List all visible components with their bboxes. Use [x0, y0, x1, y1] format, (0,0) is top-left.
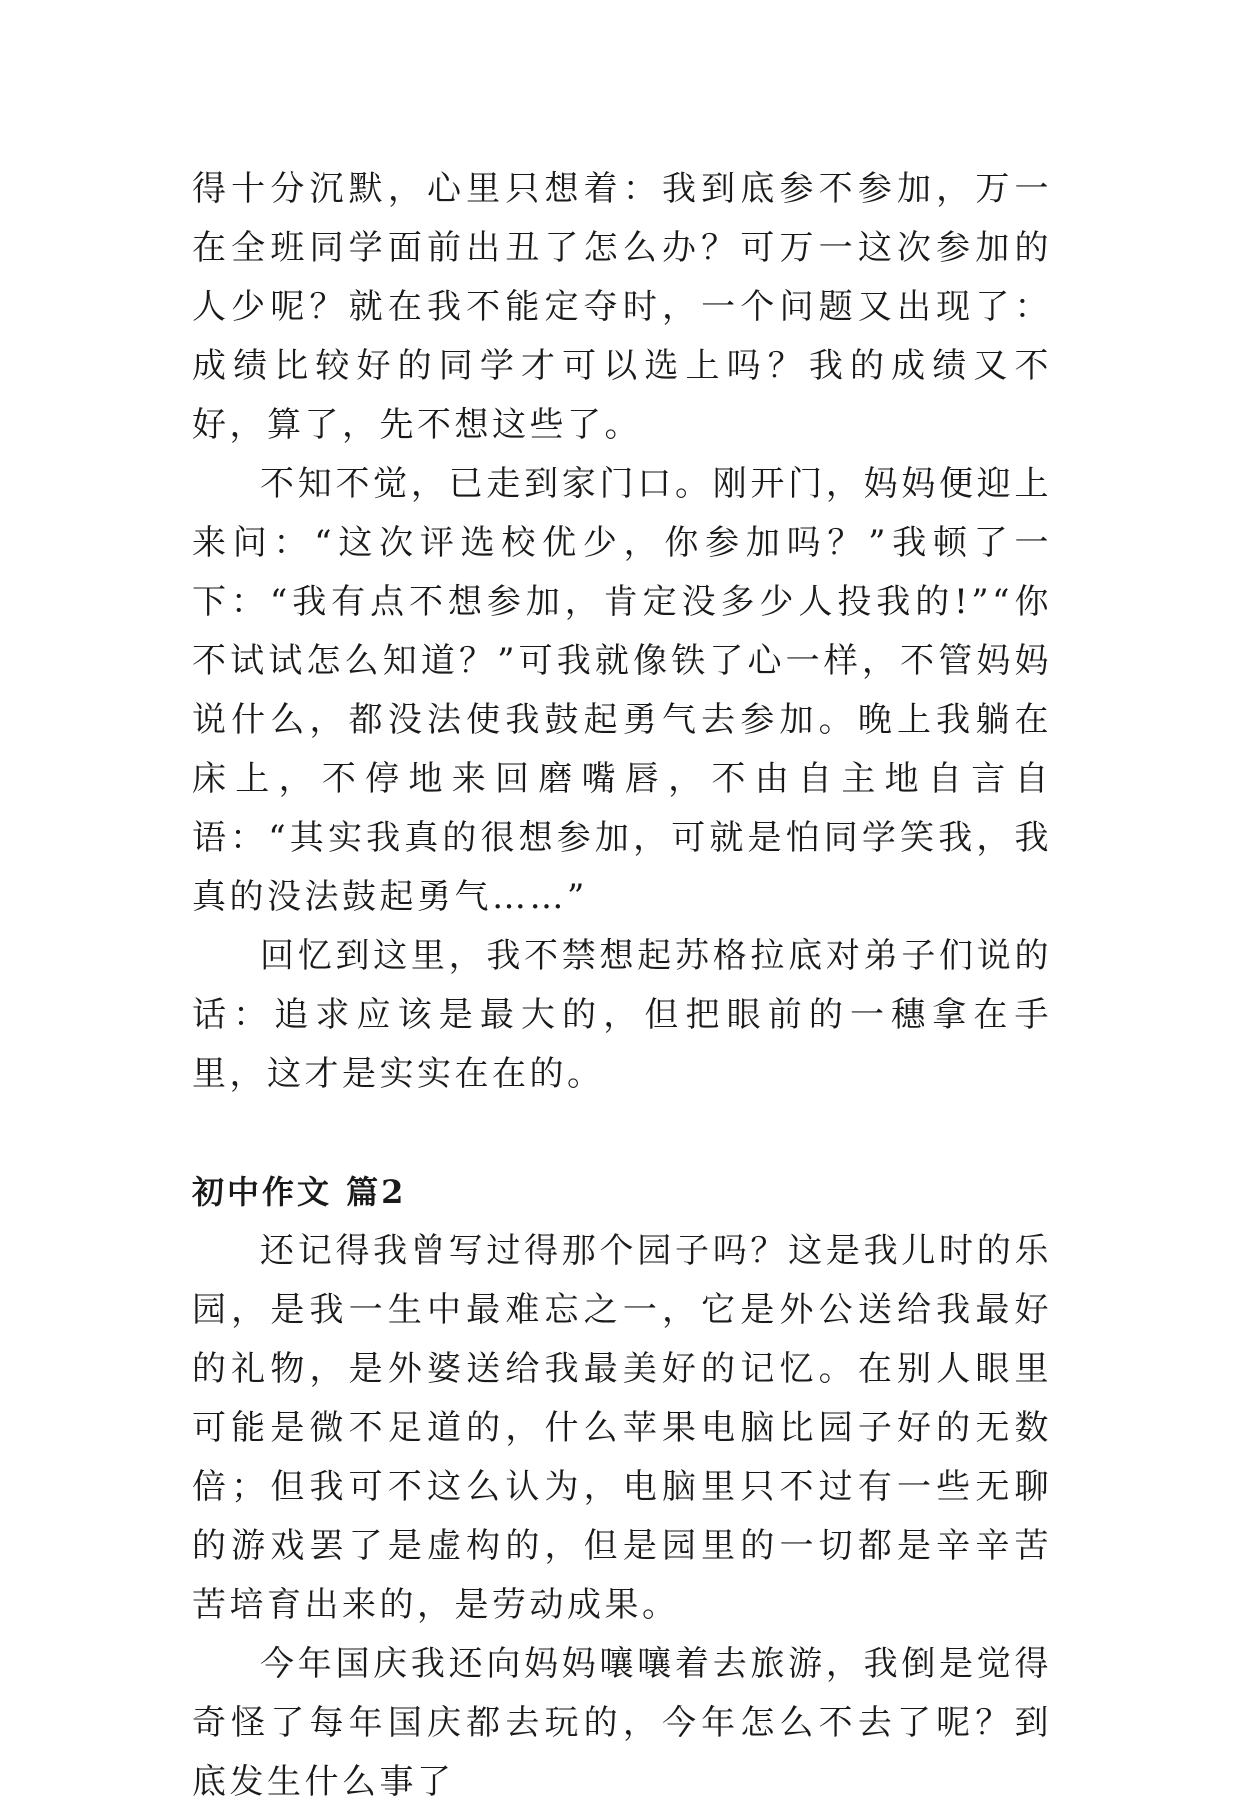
section-heading: 初中作文 篇2	[192, 1173, 407, 1211]
document-body	[192, 160, 1052, 1812]
paragraph-national-day: 今年国庆我还向妈妈嚷嚷着去旅游，我倒是觉得奇怪了每年国庆都去玩的，今年怎么不去了呢？到底发生什么事了	[192, 1644, 1052, 1802]
section-gap	[192, 1104, 1052, 1163]
paragraph-garden-memory: 还记得我曾写过得那个园子吗？这是我儿时的乐园，是我一生中最难忘之一，它是外公送给我最好的礼物，是外婆送给我最美好的记忆。在别人眼里可能是微不足道的，什么苹果电脑比园子好的无数倍；但我可不这么认为，电脑里只不过有一些无聊的游戏罢了是虚构的，但是园里的一切都是辛辛苦苦培育出来的，是劳动成果。	[192, 1231, 1052, 1625]
paragraph-continued: 得十分沉默，心里只想着：我到底参不参加，万一在全班同学面前出丑了怎么办？可万一这次参加的人少呢？就在我不能定夺时，一个问题又出现了：成绩比较好的同学才可以选上吗？我的成绩又不好，算了，先不想这些了。	[192, 169, 1052, 445]
paragraph-arrival-home: 不知不觉，已走到家门口。刚开门，妈妈便迎上来问：“这次评选校优少，你参加吗？”我顿了一下：“我有点不想参加，肯定没多少人投我的!”“你不试试怎么知道？”可我就像铁了心一样，不管妈妈说什么，都没法使我鼓起勇气去参加。晚上我躺在床上，不停地来回磨嘴唇，不由自主地自言自语：“其实我真的很想参加，可就是怕同学笑我，我真的没法鼓起勇气……”	[192, 464, 1052, 917]
paragraph-socrates-reflection: 回忆到这里，我不禁想起苏格拉底对弟子们说的话：追求应该是最大的，但把眼前的一穗拿在手里，这才是实实在在的。	[192, 936, 1052, 1094]
